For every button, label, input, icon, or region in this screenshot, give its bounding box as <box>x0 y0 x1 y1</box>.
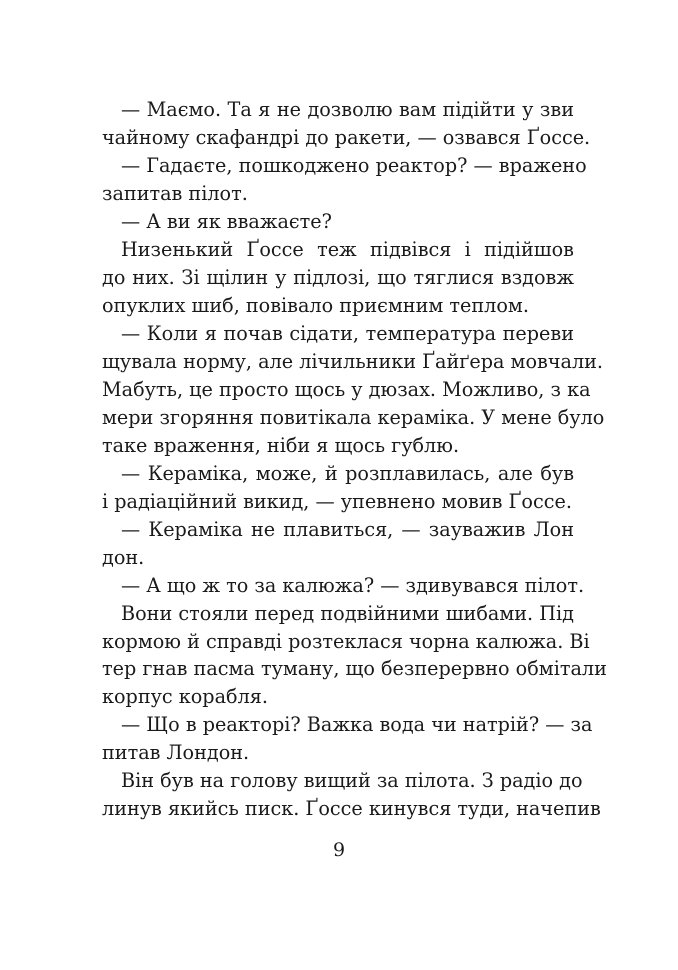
text-line: Мабуть, це просто щось у дюзах. Можливо, з ка <box>102 377 591 401</box>
text-line: — А що ж то за калюжа? — здивувався пілот. <box>121 573 585 597</box>
text-line: чайному скафандрі до ракети, — озвався Ґоссе. <box>102 125 591 149</box>
text-line: тер гнав пасма туману, що безперервно обмітали <box>102 657 607 681</box>
text-line: корпус корабля. <box>102 685 268 709</box>
text-line: — Що в реакторі? Важка вода чи натрій? — за <box>121 713 593 737</box>
text-line: — Маємо. Та я не дозволю вам підійти у зви <box>121 98 574 121</box>
text-line: Низенький Ґоссе теж підвівся і підійшов <box>121 237 574 261</box>
text-line: мери згоряння повитікала кераміка. У мене було <box>102 405 605 429</box>
text-line: і радіаційний викид, — упевнено мовив Ґоссе. <box>102 489 572 513</box>
text-line: — А ви як вважаєте? <box>121 209 332 233</box>
text-line: щувала норму, але лічильники Ґайґера мовчали. <box>102 349 604 373</box>
text-line: опуклих шиб, повівало приємним теплом. <box>102 293 529 317</box>
text-line: — Кераміка, може, й розплавилась, але був <box>121 461 574 485</box>
text-line: — Кераміка не плавиться, — зауважив Лон <box>121 517 574 541</box>
text-line: дон. <box>102 545 145 569</box>
text-line: таке враження, ніби я щось гублю. <box>102 433 460 457</box>
text-line: — Коли я почав сідати, температура переви <box>121 321 574 345</box>
text-line: кормою й справді розтеклася чорна калюжа. Ві <box>102 629 590 653</box>
text-line: — Гадаєте, пошкоджено реактор? — вражено <box>121 153 587 177</box>
text-line: Він був на голову вищий за пілота. З радіо до <box>121 769 583 793</box>
text-line: Вони стояли перед подвійними шибами. Під <box>121 601 574 625</box>
text-line: до них. Зі щілин у підлозі, що тяглися вздовж <box>102 265 574 289</box>
text-line: питав Лондон. <box>102 741 250 765</box>
page-number: 9 <box>332 839 346 862</box>
text-line: линув якийсь писк. Ґоссе кинувся туди, начепив <box>102 797 601 821</box>
text-line: запитав пілот. <box>102 181 248 205</box>
